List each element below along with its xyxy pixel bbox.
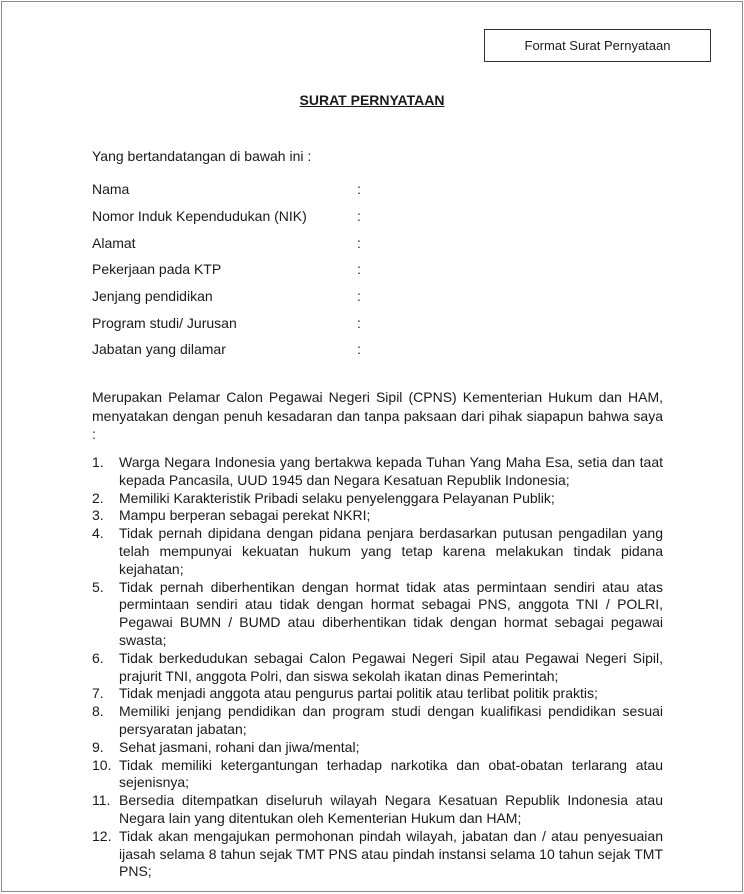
field-row: [92, 203, 367, 230]
field-colon: :: [357, 181, 361, 198]
field-label: Program studi/ Jurusan: [92, 314, 237, 331]
item-number: 5.: [92, 578, 104, 595]
field-label: Pekerjaan pada KTP: [92, 261, 222, 278]
statement-paragraph: Merupakan Pelamar Calon Pegawai Negeri Sipil (CPNS) Kementerian Hukum dan HAM, menyatakan dengan penuh kesadaran dan tanpa paksaan dari pihak siapapun bahwa saya :: [92, 389, 663, 442]
item-number: 9.: [92, 738, 104, 755]
field-label: Jabatan yang dilamar: [92, 341, 226, 358]
list-item: [92, 685, 663, 703]
intro-text: Yang bertandatangan di bawah ini :: [92, 148, 312, 164]
field-row: [92, 283, 367, 310]
field-label: Nomor Induk Kependudukan (NIK): [92, 208, 307, 225]
field-row: [92, 256, 367, 283]
list-item: [92, 579, 663, 650]
item-number: 3.: [92, 507, 104, 524]
item-text: Memiliki jenjang pendidikan dan program studi dengan kualifikasi pendidikan sesuai persyaratan jabatan;: [119, 703, 663, 737]
document-page: [1, 1, 743, 892]
list-item: [92, 490, 663, 508]
list-item: [92, 454, 663, 490]
item-text: Warga Negara Indonesia yang bertakwa kepada Tuhan Yang Maha Esa, setia dan taat kepada Pancasila, UUD 1945 dan Negara Kesatuan Republik Indonesia;: [119, 454, 663, 488]
item-text: Tidak memiliki ketergantungan terhadap narkotika dan obat-obatan terlarang atau sejenisnya;: [119, 756, 663, 791]
item-text: Tidak pernah diberhentikan dengan hormat tidak atas permintaan sendiri atau atas permintaan sendiri atau tidak dengan hormat sebagai PNS, anggota TNI / POLRI, Pegawai BUMN / BUMD atau diberhentikan tidak dengan hormat sebagai pegawai swasta;: [119, 578, 663, 648]
list-item: [92, 703, 663, 739]
item-number: 4.: [92, 525, 104, 542]
field-colon: :: [357, 234, 361, 251]
item-number: 12.: [92, 827, 112, 844]
field-row: [92, 176, 367, 203]
list-item: [92, 792, 663, 828]
field-label: Alamat: [92, 234, 136, 251]
list-item: [92, 828, 663, 881]
item-number: 11.: [92, 792, 111, 809]
item-number: 7.: [92, 685, 104, 702]
item-number: 1.: [92, 454, 104, 470]
field-colon: :: [357, 261, 361, 278]
document-title: SURAT PERNYATAAN: [299, 92, 445, 108]
item-text: Mampu berperan sebagai perekat NKRI;: [119, 507, 371, 524]
item-text: Tidak akan mengajukan permohonan pindah wilayah, jabatan dan / atau penyesuaian ijasah selama 8 tahun sejak TMT PNS atau pindah instansi selama 10 tahun sejak TMT PNS;: [119, 827, 663, 880]
identity-fields: [92, 176, 367, 363]
item-number: 2.: [92, 489, 104, 506]
statement-list: [92, 454, 663, 881]
format-label: Format Surat Pernyataan: [524, 38, 671, 53]
list-item: [92, 650, 663, 686]
list-item: [92, 739, 663, 757]
field-colon: :: [357, 208, 361, 225]
list-item: [92, 525, 663, 578]
item-text: Tidak berkedudukan sebagai Calon Pegawai Negeri Sipil atau Pegawai Negeri Sipil, prajurit TNI, anggota Polri, dan siswa sekolah ikatan dinas Pemerintah;: [119, 649, 663, 684]
format-label-box: [484, 29, 711, 62]
item-number: 10.: [92, 756, 112, 773]
field-colon: :: [357, 341, 361, 358]
field-label: Jenjang pendidikan: [92, 288, 213, 305]
field-row: [92, 309, 367, 336]
item-text: Tidak pernah dipidana dengan pidana penjara berdasarkan putusan pengadilan yang telah mempunyai kekuatan hukum yang tetap karena melakukan tindak pidana kejahatan;: [119, 525, 663, 577]
item-text: Tidak menjadi anggota atau pengurus partai politik atau terlibat politik praktis;: [119, 685, 598, 702]
item-number: 8.: [92, 703, 104, 720]
item-number: 6.: [92, 649, 104, 666]
item-text: Memiliki Karakteristik Pribadi selaku penyelenggara Pelayanan Publik;: [119, 489, 555, 506]
item-text: Bersedia ditempatkan diseluruh wilayah Negara Kesatuan Republik Indonesia atau Negara lain yang ditentukan oleh Kementerian Hukum dan HAM;: [119, 792, 663, 826]
item-text: Sehat jasmani, rohani dan jiwa/mental;: [119, 738, 360, 755]
field-row: [92, 229, 367, 256]
list-item: [92, 757, 663, 793]
field-row: [92, 336, 367, 363]
field-colon: :: [357, 288, 361, 305]
field-label: Nama: [92, 181, 130, 198]
list-item: [92, 507, 663, 525]
field-colon: :: [357, 314, 361, 331]
